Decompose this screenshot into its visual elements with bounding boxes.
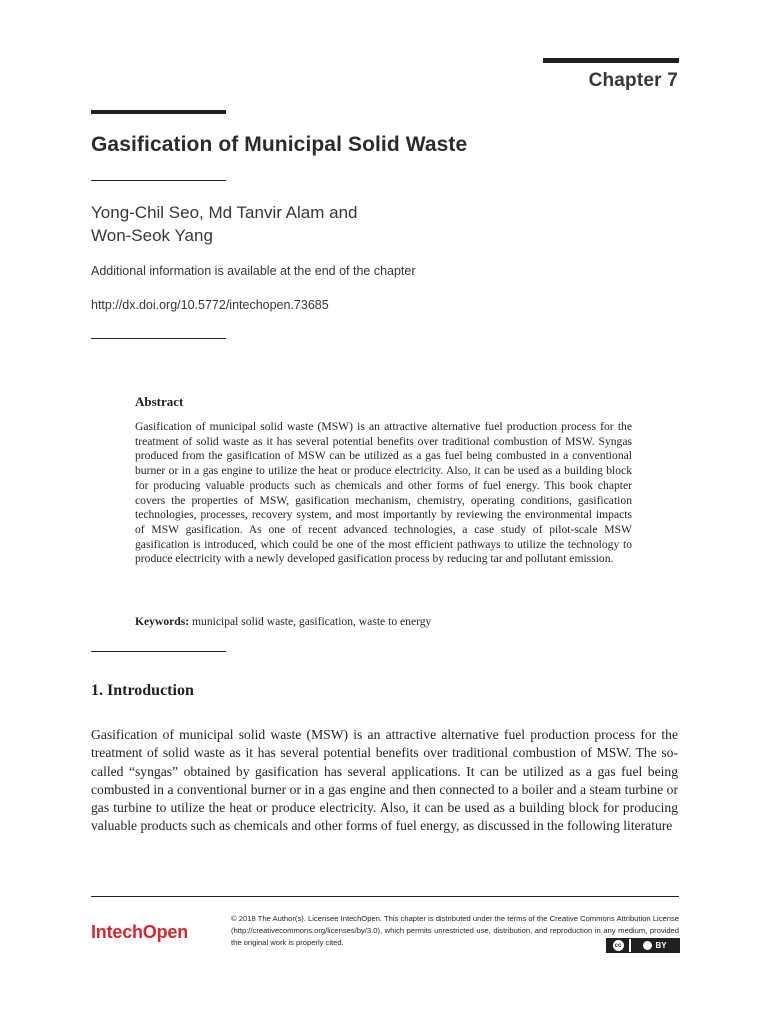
authors-line: Yong-Chil Seo, Md Tanvir Alam and [91,203,358,222]
abstract-heading: Abstract [135,394,184,409]
person-icon [643,941,652,950]
by-text: BY [655,941,667,950]
keywords-label: Keywords: [135,615,190,628]
footer-rule [91,896,679,897]
license-text: © 2018 The Author(s). Licensee IntechOpen. This chapter is distributed under the terms of the Creative Commons Attribution License (http://creativecommons.org/licenses/by/3.0), which permits unrestricted use, distribution, and reproduction in any medium, provided the original work is properly cited. [231,914,679,947]
title-top-rule [91,110,226,114]
introduction-heading: 1. Introduction [91,682,194,699]
intechopen-logo: IntechOpen [91,922,189,942]
chapter-label: Chapter 7 [588,70,678,91]
by-label [631,939,679,952]
keywords [135,615,431,628]
doi-rule [91,338,226,339]
keywords-list: municipal solid waste, gasification, waste to energy [192,615,432,628]
cc-by-badge-icon[interactable] [606,938,680,953]
authors [91,201,491,247]
cc-icon [607,939,629,952]
doi-link[interactable]: http://dx.doi.org/10.5772/intechopen.73685 [91,298,329,312]
authors-line: Won-Seok Yang [91,226,213,245]
introduction-body: Gasification of municipal solid waste (MSW) is an attractive alternative fuel production process for the treatment of solid waste as it has several potential benefits over traditional combustion of MSW. The so-called “syngas” obtained by gasification has several applications. It can be utilized as a gas fuel being combusted in a conventional burner or in a gas engine and then connected to a boiler and a steam turbine or gas turbine to utilize the heat or produce electricity. Also, it can be used as a building block for producing valuable products such as chemicals and other forms of fuel energy, as discussed in the following literature [91,727,678,834]
additional-info: Additional information is available at the end of the chapter [91,264,416,278]
abstract-rule [91,651,226,652]
article-title: Gasification of Municipal Solid Waste [91,133,468,156]
chapter-rule [543,58,679,63]
title-bottom-rule [91,180,226,181]
cc-circle: cc [613,940,624,951]
abstract-body: Gasification of municipal solid waste (MSW) is an attractive alternative fuel production process for the treatment of solid waste as it has several potential benefits over traditional combustion of MSW. Syngas produced from the gasification of MSW can be utilized as a gas fuel being combusted in a conventional burner or in a gas engine to utilize the heat or produce electricity. Also, it can be used as a building block for producing valuable products such as chemicals and other forms of fuel energy. This book chapter covers the properties of MSW, gasification mechanism, chemistry, operating conditions, gasification technologies, processes, recovery system, and most importantly by reviewing the environmental impacts of MSW gasification. As one of recent advanced technologies, a case study of pilot-scale MSW gasification is introduced, which could be one of the most efficient pathways to utilize the technology to produce electricity with a newly developed gasification process by reducing tar and pollutant emission. [135,420,632,566]
